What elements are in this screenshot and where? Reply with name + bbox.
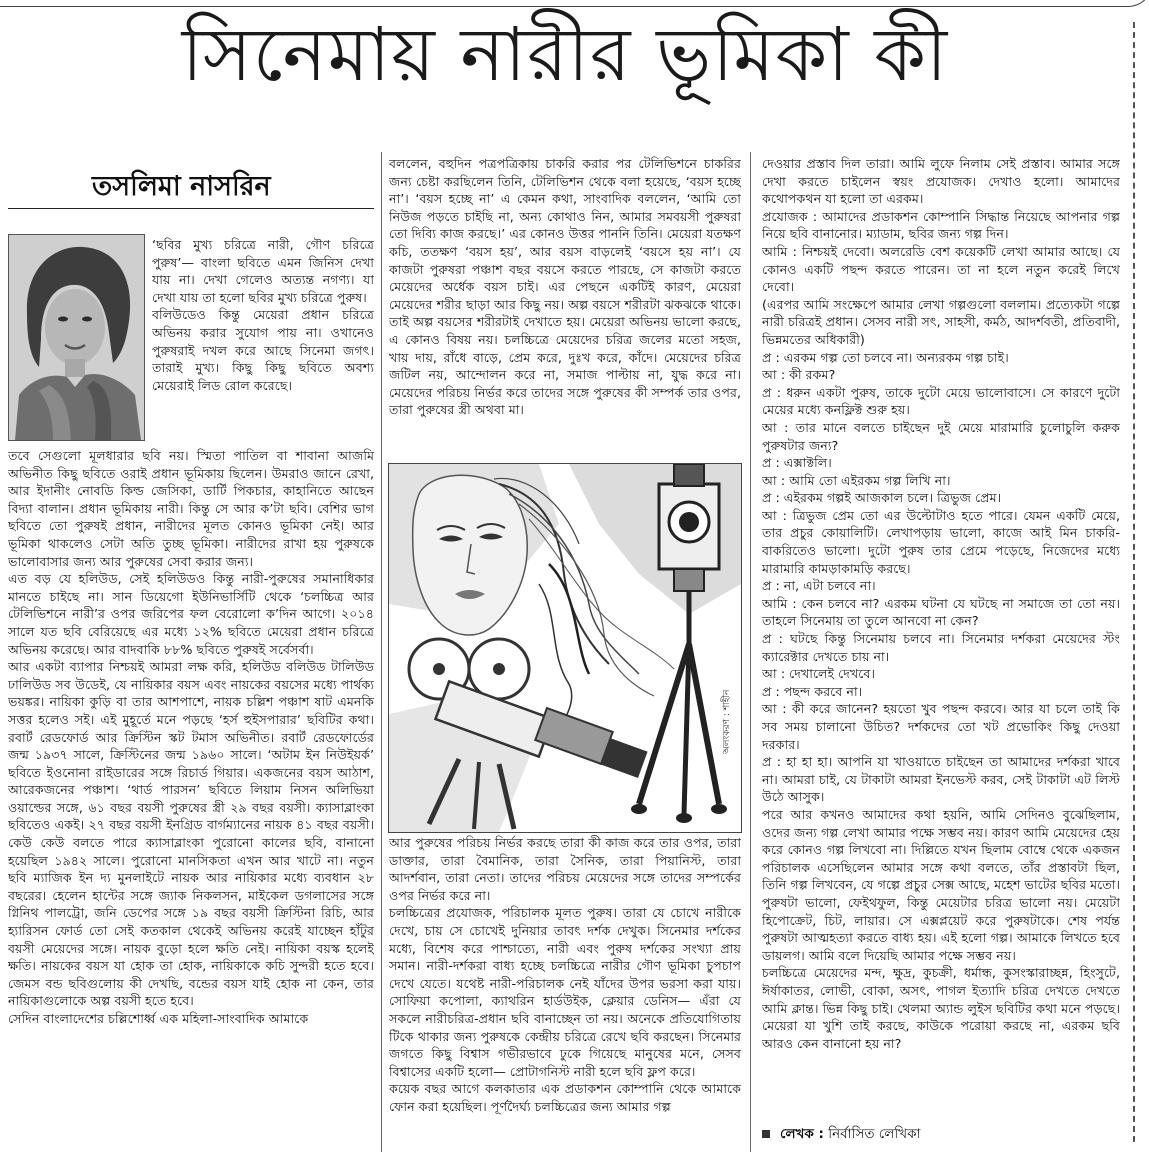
paragraph: আর পুরুষের পরিচয় নির্ভর করছে তারা কী কাজ করে তার ওপর, তারা ডাক্তার, তারা বৈমানিক, তারা সৈনিক, তারা পিয়ানিস্ট, তারা আদর্শবান, তারা নেতা। তাদের পরিচয় মেয়েদের সঙ্গে তাদের সম্পর্কের ওপর নির্ভর করে না।	[389, 835, 741, 903]
paragraph: চলচ্চিত্রে মেয়েদের মন্দ, ক্ষুদ্র, কুচক্রী, ধর্মান্ধ, কুসংস্কারাচ্ছন্ন, হিংসুটে, ঈর্ষাকাতর, লোভী, বোকা, অসৎ, পাগল ইত্যাদি চরিত্র দেখতে দেখতে আমি ক্লান্ত। ভিন্ন কিছু চাই। থেলমা অ্যান্ড লুইস ছবিটির কথা মনে পড়ছে। মেয়েরা যা খুশি তাই করছে, কাউকে পরোয়া করছে না, এরকম ছবি আরও কেন বানানো হয় না?	[762, 965, 1120, 1051]
column-divider-1	[381, 152, 382, 1152]
paragraph: প্র : এরকম গল্প তো চলবে না। অন্যরকম গল্প চাই।	[762, 349, 1009, 365]
paragraph: পরে আর কখনও আমাদের কথা হয়নি, আমি সেদিনও বুঝেছিলাম, ওদের জন্য গল্প লেখা আমার পক্ষে সম্ভব নয়। কারণ আমি মেয়েদের হেয় করে কোনও গল্প লিখবো না। দিল্লিতে যখন ছিলাম বোম্বে থেকে একজন পরিচালক এসেছিলেন আমার সঙ্গে কথা বলতে, তাঁর প্রস্তাবটা ছিল, তিনি গল্প লিখবেন, যে গল্পে প্রচুর সেক্স আছে, মহেশ ভাটের ছবির মতো। পুরুষটা ভালো, ফেইথফুল, কিন্তু মেয়েটার চরিত্র ভালো নয়। মেয়েটা হিপোক্রেট, চিট, লায়ার। সে এক্সপ্লয়েট করে পুরুষটাকে। শেষ পর্যন্ত পুরুষটা আত্মহত্যা করতে বাধ্য হয়। এই হলো গল্প। আমাকে লিখতে হবে ডায়লগ। আমি বলে দিয়েছি আমার পক্ষে সম্ভব নয়।	[762, 806, 1120, 963]
paragraph: কয়েক বছর আগে কলকাতার এক প্রডাকশন কোম্পানি থেকে আমাকে ফোন করা হয়েছিল। পূর্ণদৈর্ঘ্য চলচ্চিত্রের জন্য আমার গল্প	[389, 1081, 741, 1114]
square-bullet-icon	[762, 1130, 770, 1138]
paragraph: আ : কী করে জানেন? হয়তো খুব পছন্দ করবে। আর যা চলে তাই কি সব সময় চালানো উচিত? দর্শকদের তো খট প্রভোকিং কিছু দেওয়া দরকার।	[762, 701, 1120, 752]
paragraph: আ : তার মানে বলতে চাইছেন দুই মেয়ে মারামারি চুলোচুলি করুক পুরুষটার জন্য?	[762, 419, 1120, 453]
paragraph: বললেন, বহুদিন পত্রপত্রিকায় চাকরি করার পর টেলিভিশনে চাকরির জন্য চেষ্টা করছিলেন তিনি, টেলিভিশন থেকে বলা হয়েছে, ‘বয়স হচ্ছে না’। ‘বয়স হচ্ছে না’ এ কেমন কথা, সাংবাদিক বললেন, ‘আমি তো নিউজ পড়তে চাইছি না, অন্য কোথাও নিন, আমার সমবয়সী পুরুষরা তো দিব্যি কাজ করছে।’ এর কোনও উত্তর পাননি তিনি। মেয়েরা যতক্ষণ কচি, ততক্ষণ ‘বয়স হয়’, আর বয়স বাড়লেই ‘বয়সে হয় না’। যে কাজটা পুরুষরা পঞ্চাশ বছর বয়সে করতে পারছে, সে কাজটা করতে মেয়েদের অর্ধেক বয়স চাই। এর পেছনে একটিই কারণ, মেয়েরা মেয়েদের শরীর ছাড়া আর কিছু নয়। অল্প বয়সে শরীরটা ঝকঝকে থাকে। তাই অল্প বয়সের শরীরটাই দেখাতে হয়। মেয়েরা অভিনয় ভালো করছে, এ কোনও বিষয় নয়। চলচ্চিত্রে মেয়েদের চরিত্র জলের মতো সহজ, খায় দায়, রাঁধে বাড়ে, প্রেম করে, দুঃখ করে, কাঁদে। মেয়েদের চরিত্র জটিল নয়, আন্দোলন করে না, সমাজ পাল্টায় না, যুদ্ধ করে না। মেয়েদের পরিচয় নির্ভর করে তাদের সঙ্গে পুরুষের কী সম্পর্ক তার ওপর, তারা পুরুষের স্ত্রী অথবা মা।	[389, 156, 741, 418]
paragraph: প্রযোজক : আমাদের প্রডাকশন কোম্পানি সিদ্ধান্ত নিয়েছে আপনার গল্প নিয়ে ছবি বানানোর। ম্যাডাম, ছবির জন্য গল্প দিন।	[762, 208, 1120, 242]
author-portrait-image	[9, 235, 144, 440]
paragraph: আমি : নিশ্চয়ই দেবো। অলরেডি বেশ কয়েকটি লেখা আমার আছে। যে কোনও একটি পছন্দ করতে পারেন। তা না হলে নতুন করেই লিখে দেবো।	[762, 243, 1120, 295]
byline-rule	[8, 208, 374, 209]
paragraph: প্র : না, এটা চলবে না।	[762, 578, 876, 594]
paragraph: দেওয়ার প্রস্তাব দিল তারা। আমি লুফে নিলাম সেই প্রস্তাব। আমার সঙ্গে দেখা করতে চাইলেন স্বয়ং প্রযোজক। দেখাও হলো। আমাদের কথোপকথন যা হলো তা এরকম।	[762, 156, 1120, 207]
paragraph: সেদিন বাংলাদেশের চল্লিশোর্ধ্ব এক মহিলা-সাংবাদিক আমাকে	[8, 1011, 309, 1026]
paragraph: তবে সেগুলো মূলধারার ছবি নয়। স্মিতা পাতিল বা শাবানা আজমি অভিনীত কিছু ছবিতে ওরাই প্রধান ভূমিকায় ছিলেন। উমরাও জানে রেখা, আর ইদানীং নোবডি কিল্ড জেসিকা, ডার্টি পিকচার, কাহানিতে আছেন বিদ্যা বালান। প্রধান ভূমিকায় নারী। কিন্তু সে আর ক’টা ছবি। বেশির ভাগ ছবিতে তো পুরুষই প্রধান, নারীদের মূলত কোনও ভূমিকা নেই। আর ভূমিকা থাকলেও সেটা অতি তুচ্ছ ভূমিকা। নারীদের রাখা হয় পুরুষকে ভালোবাসার জন্য আর পুরুষের সেবা করার জন্য।	[8, 448, 374, 569]
paragraph: আমি : কেন চলবে না? এরকম ঘটনা যে ঘটছে না সমাজে তা তো নয়। তাহলে সিনেমায় তা তুলে আনবো না কেন?	[762, 595, 1120, 629]
top-border-rule	[0, 0, 1120, 7]
right-dashed-border	[1133, 22, 1135, 1142]
column-2-bottom	[389, 834, 741, 1152]
column-divider-2	[750, 152, 751, 1152]
paragraph: আ : দেখালেই দেখবে।	[762, 666, 875, 682]
page-headline: সিনেমায় নারীর ভূমিকা কী	[181, 12, 949, 98]
paragraph: আ : আমি তো এইরকম গল্প লিখি না।	[762, 472, 951, 488]
paragraph: এত বড় যে হলিউড, সেই হলিউডও কিন্তু নারী-পুরুষের সমানাধিকার মানতে চাইছে না। সান ডিয়েগো ইউনিভার্সিটি থেকে ‘চলচ্চিত্র আর টেলিভিশনে নারী’র ওপর জরিপের ফল বেরোলো ক’দিন আগে। ২০১৪ সালে যত ছবি বেরিয়েছে এর মধ্যে ১২% ছবিতে মেয়েরা প্রধান চরিত্রে অভিনয় করেছে। আর বাদবাকি ৮৮% ছবিতে পুরুষই সর্বেসর্বা।	[8, 571, 374, 657]
cinema-illustration	[388, 463, 742, 833]
paragraph: প্র : হা হা হা। আপনি যা খাওয়াতে চাইছেন তা আমাদের দর্শকরা খাবে না। আমরা চাই, যে টাকাটা আমরা ইনভেস্ট করব, সেই টাকাটা এট লিস্ট উঠে আসুক।	[762, 754, 1120, 805]
column-1-beside-photo	[152, 236, 374, 448]
credit-label: লেখক :	[780, 1126, 824, 1142]
column-2-top	[389, 155, 741, 457]
paragraph: প্র : এক্সাক্টলি।	[762, 455, 832, 471]
top-border-corner	[1108, 0, 1149, 7]
woman-and-camera-illustration	[389, 464, 741, 832]
paragraph: বলিউডেও কিন্তু মেয়েরা প্রধান চরিত্রে অভিনয় করার সুযোগ পায় না। ওখানেও পুরুষরাই দখল করে আছে সিনেমা জগৎ। তারাই মুখ্য। কিছু কিছু ছবিতে অবশ্য মেয়েরাই লিড রোল করেছে।	[152, 307, 374, 393]
author-byline: তসলিমা নাসরিন	[92, 171, 271, 202]
illustrator-signature: অলংকরণ : শাহীন	[722, 689, 732, 754]
column-3-dialogue	[762, 155, 1120, 1115]
paragraph: প্র : এইরকম গল্পই আজকাল চলে। ত্রিভুজ প্রেম।	[762, 490, 1002, 506]
paragraph: আ : কী রকম?	[762, 367, 836, 383]
paragraph: প্র : ঘটছে কিন্তু সিনেমায় চলবে না। সিনেমার দর্শকরা মেয়েদের স্টং ক্যারেক্টার দেখতে চায় না।	[762, 631, 1120, 664]
paragraph: চলচ্চিত্রের প্রযোজক, পরিচালক মূলত পুরুষ। তারা যে চোখে নারীকে দেখে, চায় সে চোখেই দুনিয়ার তাবৎ দর্শক দেখুক। সিনেমার দর্শকের মধ্যে, বিশেষ করে পাশ্চাত্যে, নারী এবং পুরুষ দর্শকের সংখ্যা প্রায় সমান। নারী-দর্শকরা বাধ্য হচ্ছে চলচ্চিত্রে নারীর গৌণ ভূমিকা চুপচাপ দেখে যেতে। যথেষ্ট নারী-পরিচালক নেই যাঁদের উপর ভরসা করা যায়। সোফিয়া কপোলা, ক্যাথরিন হার্ডউইক, ক্লেয়ার ডেনিস— এঁরা যে সকলে নারীচরিত্র-প্রধান ছবি বানাচ্ছেন তা নয়। অনেকে প্রতিযোগিতায় টিকে থাকার জন্য পুরুষকে কেন্দ্রীয় চরিত্রে রেখে ছবি করছেন। সিনেমার জগতে কিছু বিশ্বাস গভীরভাবে ঢুকে গিয়েছে মানুষের মনে, সেসব বিশ্বাসের একটি হলো— প্রোটাগনিস্ট নারী হলে ছবি ফ্লপ করে।	[389, 905, 741, 1079]
paragraph: আর একটা ব্যাপার নিশ্চয়ই আমরা লক্ষ করি, হলিউড বলিউড টালিউড ঢালিউড সব উডেই, যে নায়িকার বয়স এবং নায়কের বয়সের মধ্যে পার্থক্য ভয়ঙ্কর। নায়িকা কুড়ি বা তার আশপাশে, নায়ক চল্লিশ পঞ্চাশ ষাট এমনকি সত্তর হলেও সই। এই মুহূর্তে মনে পড়ছে ‘হর্স হুইসপারার’ ছবিটির কথা। রবার্ট রেডফোর্ড আর ক্রিস্টিন স্কট টমাস অভিনীত। রবার্ট রেডফোর্ডের জন্ম ১৯৩৭ সালে, ক্রিস্টিনের জন্ম ১৯৬০ সালে। ‘অটাম ইন নিউইয়র্ক’ ছবিতে ইওনোনা রাইডারের সঙ্গে রিচার্ড গিয়ার। একজনের বয়স আঠাশ, আরেকজনের পঞ্চাশ। ‘থার্ড পারসন’ ছবিতে লিয়াম নিসন অলিভিয়া ওয়াল্ডের সঙ্গে, ৬১ বছর বয়সী পুরুষের স্ত্রী ২৯ বছর বয়সী। ক্যাসাব্লাংকা ছবিতেও একই। ২৭ বছর বয়সী ইনগ্রিড বার্গম্যানের নায়ক ৪১ বছর বয়সী। কেউ কেউ বলতে পারে ক্যাসাব্লাংকা পুরোনো কালের ছবি, বানানো হয়েছিল ১৯৪২ সালে। পুরোনো মানসিকতা এখন আর খাটে না। নতুন ছবি ম্যাজিক ইন দ্য মুনলাইটে নায়ক আর নায়িকার মধ্যে ব্যবধান ২৮ বছরের। হেলেন হান্টের সঙ্গে জ্যাক নিকলসন, মাইকেল ডগলাসের সঙ্গে গ্নিনিথ পালট্রো, জনি ডেপের সঙ্গে ১৯ বছর বয়সী ক্রিস্টিনা রিচি, আর হ্যারিসন ফোর্ড তো সেই কতকাল থেকেই অভিনয় করেই যাচ্ছেন হাঁটুর বয়সী মেয়েদের সঙ্গে। নায়ক বুড়ো হলে ক্ষতি নেই। নায়িকা বয়স্ক হলেই ক্ষতি। নায়কের বয়স যা হোক তা হোক, নায়িকাকে কচি সুন্দরী হতে হবে। জেমস বন্ড ছবিগুলোয় কী দেখছি, বন্ডের বয়স যাই হোক না কেন, তার নায়িকাগুলোকে অল্প বয়সী হতে হবে।	[8, 659, 374, 1009]
author-photo	[8, 234, 145, 441]
paragraph: প্র : পছন্দ করবে না।	[762, 683, 863, 699]
column-1-body	[8, 447, 374, 1149]
credit-value: নির্বাসিত লেখিকা	[828, 1126, 921, 1142]
paragraph: আ : ত্রিভুজ প্রেম তো এর উল্টোটাও হতে পারে। যেমন একটি মেয়ে, তার প্রচুর কোয়ালিটি। লেখাপড়ায় ভালো, কাজে আই মিন চাকরি-বাকরিতেও ভালো। দুটো পুরুষ তার প্রেমে পড়েছে, নিজেদের মধ্যে মারামারি কামড়াকামড়ি করছে।	[762, 507, 1120, 576]
paragraph: ‘ছবির মুখ্য চরিত্রে নারী, গৌণ চরিত্রে পুরুষ’— বাংলা ছবিতে এমন জিনিস দেখা যায় না। দেখা গেলেও অত্যন্ত নগণ্য। যা দেখা যায় তা হলো ছবির মুখ্য চরিত্রে পুরুষ।	[152, 237, 374, 305]
author-credit	[762, 1123, 920, 1146]
paragraph: প্র : ধরুন একটা পুরুষ, তাকে দুটো মেয়ে ভালোবাসে। সে কারণে দুটো মেয়ের মধ্যে কনফ্লিক্ট শুরু হয়।	[762, 384, 1120, 418]
paragraph: (এরপর আমি সংক্ষেপে আমার লেখা গল্পগুলো বললাম। প্রত্যেকটা গল্পে নারী চরিত্রই প্রধান। সেসব নারী সৎ, সাহসী, কর্মঠ, আদর্শবতী, প্রতিবাদী, ভিন্নমতের অধিকারী)	[762, 296, 1120, 347]
